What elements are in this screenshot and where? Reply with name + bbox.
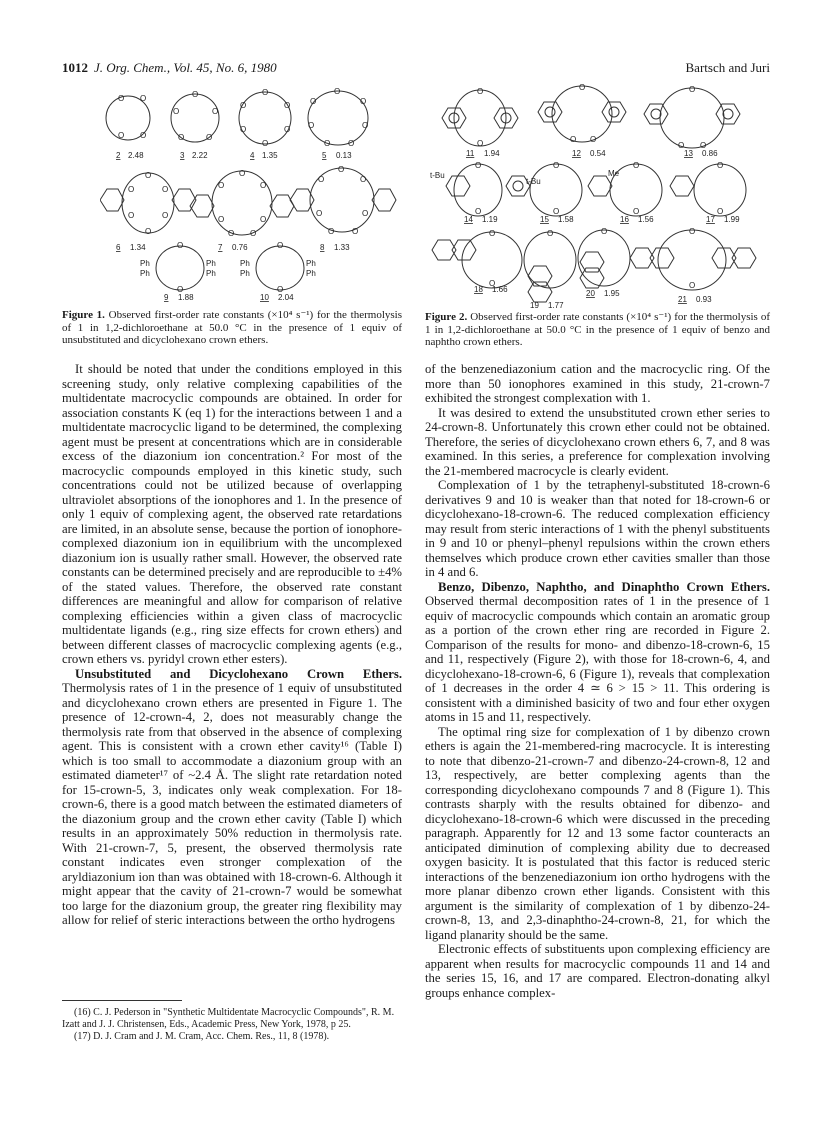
oxygen-atom-label: O <box>318 175 325 184</box>
compound-number: 21 <box>678 295 687 304</box>
oxygen-atom-label: O <box>140 94 147 103</box>
compound-number: 17 <box>706 215 715 224</box>
oxygen-atom-label: O <box>700 141 707 150</box>
footnote-17: (17) D. J. Cram and J. M. Cram, Acc. Chem. Res., 11, 8 (1978). <box>74 1031 330 1043</box>
rate-constant: 0.13 <box>336 151 352 160</box>
methyl-label: Me <box>608 169 620 178</box>
left-paragraph-2 <box>62 667 402 928</box>
right-paragraph-1: of the benzenediazonium cation and the macrocyclic ring. Of the more than 50 ionophores examined in this study, 21-crown-7 exhibited the strongest complexation with 1. <box>425 362 770 405</box>
structure-7 <box>190 169 294 252</box>
oxygen-atom-label: O <box>689 281 696 290</box>
figure-1-structures <box>100 88 400 302</box>
figure-2-caption <box>425 311 770 349</box>
right-paragraph-6: Electronic effects of substituents upon complexing efficiency are apparent when results for macrocyclic compounds 11 and 14 and the series 15, 16, and 17 are compared. Electron-donating alkyl groups enhance complex- <box>425 942 770 1000</box>
structure-17 <box>670 161 746 224</box>
structure-12 <box>538 83 626 158</box>
oxygen-atom-label: O <box>218 215 225 224</box>
compound-number: 16 <box>620 215 629 224</box>
oxygen-atom-label: O <box>362 121 369 130</box>
oxygen-atom-label: O <box>145 227 152 236</box>
right-paragraph-4-text: Observed thermal decomposition rates of 1 in the presence of 1 equiv of macrocyclic compounds which contain an aromatic group as a portion of the crown ether ring are recorded in Figure 2. Comparison of the results for mono- and dibenzo-18-crown-6, 15 and 11, respectively (Figure 2), with those for 18-crown-6, 4, and dicyclohexano-18-crown-6, 6 (Figure 1), reveals that complexation of 1 decreases in the order 4 ≃ 6 > 15 > 11. This ordering is consistent with a diminished basicity of two and four ether oxygen atoms in 15 and 11, respectively. <box>425 594 770 724</box>
oxygen-atom-label: O <box>633 207 640 216</box>
header-left <box>62 60 277 76</box>
oxygen-atom-label: O <box>570 135 577 144</box>
rate-constant: 1.35 <box>262 151 278 160</box>
oxygen-atom-label: O <box>579 83 586 92</box>
compound-number: 14 <box>464 215 473 224</box>
rate-constant: 1.33 <box>334 243 350 252</box>
rate-constant: 1.95 <box>604 289 620 298</box>
rate-constant: 1.66 <box>492 285 508 294</box>
compound-number: 11 <box>466 149 475 158</box>
figure-1-caption-label: Figure 1. <box>62 309 105 321</box>
oxygen-atom-label: O <box>140 131 147 140</box>
tert-butyl-label: t-Bu <box>526 177 541 186</box>
oxygen-atom-label: O <box>475 161 482 170</box>
oxygen-atom-label: O <box>633 161 640 170</box>
oxygen-atom-label: O <box>177 241 184 250</box>
oxygen-atom-label: O <box>118 131 125 140</box>
compound-number: 15 <box>540 215 549 224</box>
oxygen-atom-label: O <box>590 135 597 144</box>
rate-constant: 0.86 <box>702 149 718 158</box>
compound-number: 2 <box>116 151 121 160</box>
structure-4 <box>239 88 291 160</box>
figure-2 <box>430 80 770 308</box>
structure-11 <box>442 87 518 158</box>
oxygen-atom-label: O <box>206 133 213 142</box>
oxygen-atom-label: O <box>145 171 152 180</box>
oxygen-atom-label: O <box>192 90 199 99</box>
left-paragraph-1: It should be noted that under the conditions employed in this screening study, only relative complexing capabilities of the multidentate macrocyclic compounds are obtained. In order for association constants K (eq 1) for the interactions between 1 and a multidentate macrocyclic ligand to be determined, the complexing agent must be present at concentrations which are in considerable excess of the diazonium ion concentration.² For most of the macrocyclic compounds employed in this kinetic study, such concentrations could not be utilized because of overlapping ultraviolet absorptions of the ionophores and 1. In the presence of only 1 equiv of complexing agent, the observed rate retardations are limited, in an absolute sense, because the portion of ionophore-complexed diazonium ion in equilibrium with the uncomplexed diazonium ion is usually rather small. However, the observed rate constants can be determined precisely and are reproducible to ±4% of the stated values. Therefore, the observed rate constant differences are meaningful and allow for comparison of relative complexing efficiencies within a given class of macrocyclic multidentate ligands (e.g., ring size effects for crown ethers) and between different classes of macrocyclic complexing agents (e.g., crown ethers vs. pyridyl crown ether esters). <box>62 362 402 666</box>
left-column <box>62 362 402 928</box>
structure-15 <box>506 161 582 224</box>
phenyl-label: Ph <box>306 269 316 278</box>
structure-18 <box>432 229 522 294</box>
oxygen-atom-label: O <box>284 101 291 110</box>
oxygen-atom-label: O <box>260 215 267 224</box>
left-paragraph-2-text: Thermolysis rates of 1 in the presence of 1 equiv of unsubstituted and dicyclohexano crown ethers are presented in Figure 1. The presence of 12-crown-4, 2, does not measurably change the thermolysis rate from that observed in the absence of complexing agent. This is consistent with a crown ether cavity¹⁶ (Table I) which is too small to accommodate a diazonium group with an estimated diameter¹⁷ of ~2.4 Å. The slight rate retardation noted for 15-crown-5, 3, indicates only weak complexation. For 18-crown-6, there is a good match between the estimated diameters of the diazonium group and the crown ether cavity (Table I) which results in an approximately 50% reduction in thermolysis rate. With 21-crown-7, 5, present, the observed thermolysis rate constant indicates even stronger complexation of the aryldiazonium ion than was obtained with 18-crown-6. Although it might appear that the cavity of 21-crown-7 would be somewhat too large for the diazonium group, the greater ring flexibility may allow for relief of steric interactions between the ortho hydrogens <box>62 681 402 927</box>
rate-constant: 1.58 <box>558 215 574 224</box>
compound-number: 19 <box>530 301 539 308</box>
oxygen-atom-label: O <box>360 175 367 184</box>
compound-number: 20 <box>586 289 595 298</box>
oxygen-atom-label: O <box>477 87 484 96</box>
rate-constant: 1.99 <box>724 215 740 224</box>
page-number: 1012 <box>62 60 88 75</box>
rate-constant: 1.19 <box>482 215 498 224</box>
compound-number: 9 <box>164 293 169 302</box>
rate-constant: 1.34 <box>130 243 146 252</box>
section-heading-unsubstituted: Unsubstituted and Dicyclohexano Crown Ethers. <box>75 666 402 681</box>
figure-2-caption-text: Observed first-order rate constants (×10⁴ s⁻¹) for the thermolysis of 1 in 1,2-dichloroethane at 50.0 °C in the presence of 1 equiv of benzo and naphtho crown ethers. <box>425 311 770 349</box>
oxygen-atom-label: O <box>547 229 554 238</box>
oxygen-atom-label: O <box>212 107 219 116</box>
oxygen-atom-label: O <box>228 229 235 238</box>
oxygen-atom-label: O <box>178 133 185 142</box>
structure-21 <box>630 227 756 304</box>
oxygen-atom-label: O <box>328 227 335 236</box>
oxygen-atom-label: O <box>338 165 345 174</box>
compound-number: 4 <box>250 151 255 160</box>
oxygen-atom-label: O <box>218 181 225 190</box>
compound-number: 3 <box>180 151 185 160</box>
structure-16 <box>588 161 662 224</box>
structure-6 <box>100 171 196 252</box>
oxygen-atom-label: O <box>128 185 135 194</box>
compound-number: 7 <box>218 243 223 252</box>
oxygen-atom-label: O <box>177 285 184 294</box>
figure-1 <box>100 88 400 302</box>
figure-2-structures <box>430 80 770 308</box>
oxygen-atom-label: O <box>601 227 608 236</box>
oxygen-atom-label: O <box>362 209 369 218</box>
phenyl-label: Ph <box>140 269 150 278</box>
oxygen-atom-label: O <box>360 97 367 106</box>
figure-2-caption-label: Figure 2. <box>425 311 468 323</box>
running-header <box>62 60 770 78</box>
oxygen-atom-label: O <box>118 94 125 103</box>
oxygen-atom-label: O <box>324 139 331 148</box>
phenyl-label: Ph <box>240 259 250 268</box>
header-authors: Bartsch and Juri <box>685 60 770 75</box>
oxygen-atom-label: O <box>475 207 482 216</box>
oxygen-atom-label: O <box>260 181 267 190</box>
compound-number: 13 <box>684 149 693 158</box>
oxygen-atom-label: O <box>334 88 341 96</box>
right-paragraph-4 <box>425 580 770 725</box>
figure-1-caption <box>62 309 402 347</box>
compound-number: 8 <box>320 243 325 252</box>
rate-constant: 2.22 <box>192 151 208 160</box>
oxygen-atom-label: O <box>277 285 284 294</box>
structure-19 <box>524 229 576 308</box>
footnote-rule <box>62 1000 182 1001</box>
phenyl-label: Ph <box>306 259 316 268</box>
right-column <box>425 362 770 1000</box>
rate-constant: 1.56 <box>638 215 654 224</box>
oxygen-atom-label: O <box>316 209 323 218</box>
structure-10 <box>240 241 316 302</box>
oxygen-atom-label: O <box>489 229 496 238</box>
structure-13 <box>644 85 740 158</box>
rate-constant: 1.77 <box>548 301 564 308</box>
oxygen-atom-label: O <box>162 211 169 220</box>
oxygen-atom-label: O <box>689 85 696 94</box>
figure-1-caption-text: Observed first-order rate constants (×10⁴ s⁻¹) for the thermolysis of 1 in 1,2-dichloroethane at 50.0 °C in the presence of 1 equiv of unsubstituted and dicyclohexano crown ethers. <box>62 309 402 347</box>
rate-constant: 0.93 <box>696 295 712 304</box>
oxygen-atom-label: O <box>262 88 269 97</box>
structure-3 <box>171 90 219 160</box>
structure-20 <box>578 227 630 298</box>
rate-constant: 2.04 <box>278 293 294 302</box>
structure-14 <box>430 161 502 224</box>
compound-number: 12 <box>572 149 581 158</box>
oxygen-atom-label: O <box>262 139 269 148</box>
oxygen-atom-label: O <box>240 125 247 134</box>
oxygen-atom-label: O <box>284 125 291 134</box>
oxygen-atom-label: O <box>678 141 685 150</box>
oxygen-atom-label: O <box>250 229 257 238</box>
rate-constant: 1.94 <box>484 149 500 158</box>
rate-constant: 1.88 <box>178 293 194 302</box>
section-heading-benzo: Benzo, Dibenzo, Naphtho, and Dinaphtho Crown Ethers. <box>438 579 770 594</box>
rate-constant: 0.76 <box>232 243 248 252</box>
structure-9 <box>140 241 216 302</box>
phenyl-label: Ph <box>240 269 250 278</box>
oxygen-atom-label: O <box>689 227 696 236</box>
rate-constant: 0.54 <box>590 149 606 158</box>
phenyl-label: Ph <box>206 259 216 268</box>
compound-number: 6 <box>116 243 121 252</box>
oxygen-atom-label: O <box>308 121 315 130</box>
oxygen-atom-label: O <box>277 241 284 250</box>
oxygen-atom-label: O <box>162 185 169 194</box>
phenyl-label: Ph <box>140 259 150 268</box>
oxygen-atom-label: O <box>489 279 496 288</box>
structure-8 <box>290 165 396 252</box>
oxygen-atom-label: O <box>348 139 355 148</box>
compound-number: 18 <box>474 285 483 294</box>
oxygen-atom-label: O <box>310 97 317 106</box>
oxygen-atom-label: O <box>553 207 560 216</box>
phenyl-label: Ph <box>206 269 216 278</box>
tert-butyl-label: t-Bu <box>430 171 445 180</box>
oxygen-atom-label: O <box>717 207 724 216</box>
right-paragraph-5: The optimal ring size for complexation of 1 by dibenzo crown ethers is again the 21-membered-ring macrocycle. It is interesting to note that dibenzo-21-crown-7 and dibenzo-24-crown-8, 12 and 13, respectively, are better complexing agents than the corresponding dicyclohexano compounds 7 and 8 (Figure 1). This contrasts sharply with the results obtained for dibenzo- and dicyclohexano-18-crown-6 which were discussed in the preceding paragraph. Apparently for 12 and 13 some factor counteracts an anticipated diminution of complexing ability due to decreased oxygen basicity. It is postulated that this factor is reduced steric interactions of the benzenediazonium ion ortho hydrogens with the more planar dibenzo crown ether ligands. Consistent with this argument is the similarity of complexation of 1 by dibenzo-24-crown-8, 13, and 2,3-dinaphtho-24-crown-8, 21, for which the ligand planarity should be the same. <box>425 724 770 942</box>
footnotes <box>62 1007 402 1044</box>
oxygen-atom-label: O <box>240 101 247 110</box>
oxygen-atom-label: O <box>553 161 560 170</box>
right-paragraph-3: Complexation of 1 by the tetraphenyl-substituted 18-crown-6 derivatives 9 and 10 is weaker than that noted for 18-crown-6 or dicyclohexano-18-crown-6. The reduced complexation efficiency may result from steric interactions of 1 with the phenyl substituents in 9 and 10 or phenyl–phenyl repulsions within the crown ethers themselves which produce crown ether cavities smaller than those in 4 and 6. <box>425 478 770 579</box>
structure-5 <box>308 88 368 160</box>
oxygen-atom-label: O <box>173 107 180 116</box>
oxygen-atom-label: O <box>239 169 246 178</box>
rate-constant: 2.48 <box>128 151 144 160</box>
compound-number: 10 <box>260 293 269 302</box>
compound-number: 5 <box>322 151 327 160</box>
oxygen-atom-label: O <box>352 227 359 236</box>
journal-citation: J. Org. Chem., Vol. 45, No. 6, 1980 <box>94 60 277 75</box>
oxygen-atom-label: O <box>717 161 724 170</box>
right-paragraph-2: It was desired to extend the unsubstituted crown ether series to 24-crown-8. Unfortunately this crown ether could not be obtained. Therefore, the series of dicyclohexano crown ethers 6, 7, and 8 was examined. In this series, a preference for complexation involving the 21-membered macrocycle is clearly evident. <box>425 405 770 478</box>
oxygen-atom-label: O <box>128 211 135 220</box>
oxygen-atom-label: O <box>477 139 484 148</box>
footnote-16: (16) C. J. Pederson in "Synthetic Multidentate Macrocyclic Compounds", R. M. Izatt and J. J. Christensen, Eds., Academic Press, New York, 1978, p 25. <box>62 1007 395 1030</box>
structure-2 <box>106 94 150 160</box>
